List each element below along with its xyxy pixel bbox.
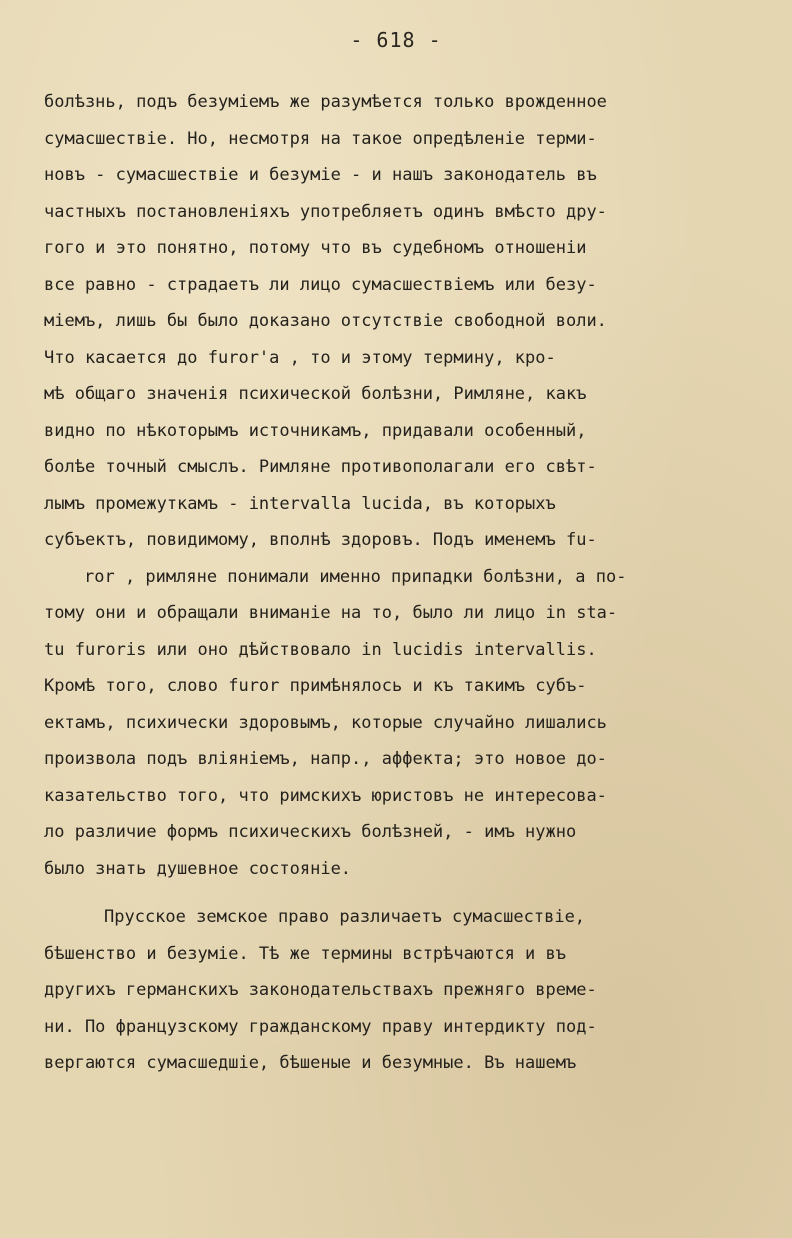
text-line: гого и это понятно, потому что въ судебномъ отношеніи <box>44 238 587 258</box>
page-number: - 618 - <box>350 28 442 52</box>
body-text <box>44 84 764 1082</box>
text-line: tu furoris или оно дѣйствовало in lucidis intervallis. <box>44 639 597 660</box>
text-line: видно по нѣкоторымъ источникамъ, придавали особенный, <box>44 420 587 441</box>
text-line: сумасшествіе. Но, несмотря на такое опредѣленіе терми- <box>44 128 597 149</box>
text-line: все равно - страдаетъ ли лицо сумасшествіемъ или безу- <box>44 274 597 295</box>
text-line: ектамъ, психически здоровымъ, которые случайно лишались <box>44 712 607 733</box>
text-line: болѣе точный смыслъ. Римляне противополагали его свѣт- <box>44 457 597 477</box>
text-line: міемъ, лишь бы было доказано отсутствіе свободной воли. <box>44 311 607 331</box>
text-line: болѣзнь, подъ безуміемъ же разумѣется только врожденное <box>44 92 607 112</box>
text-line: ло различие формъ психическихъ болѣзней, - имъ нужно <box>44 822 577 842</box>
text-line: лымъ промежуткамъ - intervalla lucida, въ которыхъ <box>44 493 556 514</box>
text-line: тому они и обращали вниманіе на то, было ли лицо in sta- <box>44 603 618 623</box>
text-line: Что касается до furor'a , то и этому термину, кро- <box>44 347 556 368</box>
text-line: Кромѣ того, слово furor примѣнялось и къ такимъ субъ- <box>44 676 587 696</box>
text-line: субъектъ, повидимому, вполнѣ здоровъ. Подъ именемъ fu- <box>44 530 597 550</box>
text-line: вергаются сумасшедшіе, бѣшеные и безумные. Въ нашемъ <box>44 1053 577 1073</box>
text-line: казательство того, что римскихъ юристовъ не интересова- <box>44 785 607 806</box>
text-line: другихъ германскихъ законодательствахъ прежняго време- <box>44 980 597 1000</box>
text-line: было знать душевное состояніе. <box>44 858 352 879</box>
text-line: бѣшенство и безуміе. Тѣ же термины встрѣчаются и въ <box>44 943 566 964</box>
text-line: произвола подъ вліяніемъ, напр., аффекта; это новое до- <box>44 749 607 769</box>
paragraph-first-line: Прусское земское право различаетъ сумасшествіе, <box>104 907 586 927</box>
text-line: ни. По французскому гражданскому праву интердикту под- <box>44 1016 597 1037</box>
text-line: мѣ общаго значенія психической болѣзни, Римляне, какъ <box>44 384 587 404</box>
text-line: ror , римляне понимали именно припадки болѣзни, а по- <box>84 566 627 587</box>
text-line: новъ - сумасшествіе и безуміе - и нашъ законодатель въ <box>44 165 597 185</box>
text-line: частныхъ постановленіяхъ употребляетъ одинъ вмѣсто дру- <box>44 201 607 222</box>
